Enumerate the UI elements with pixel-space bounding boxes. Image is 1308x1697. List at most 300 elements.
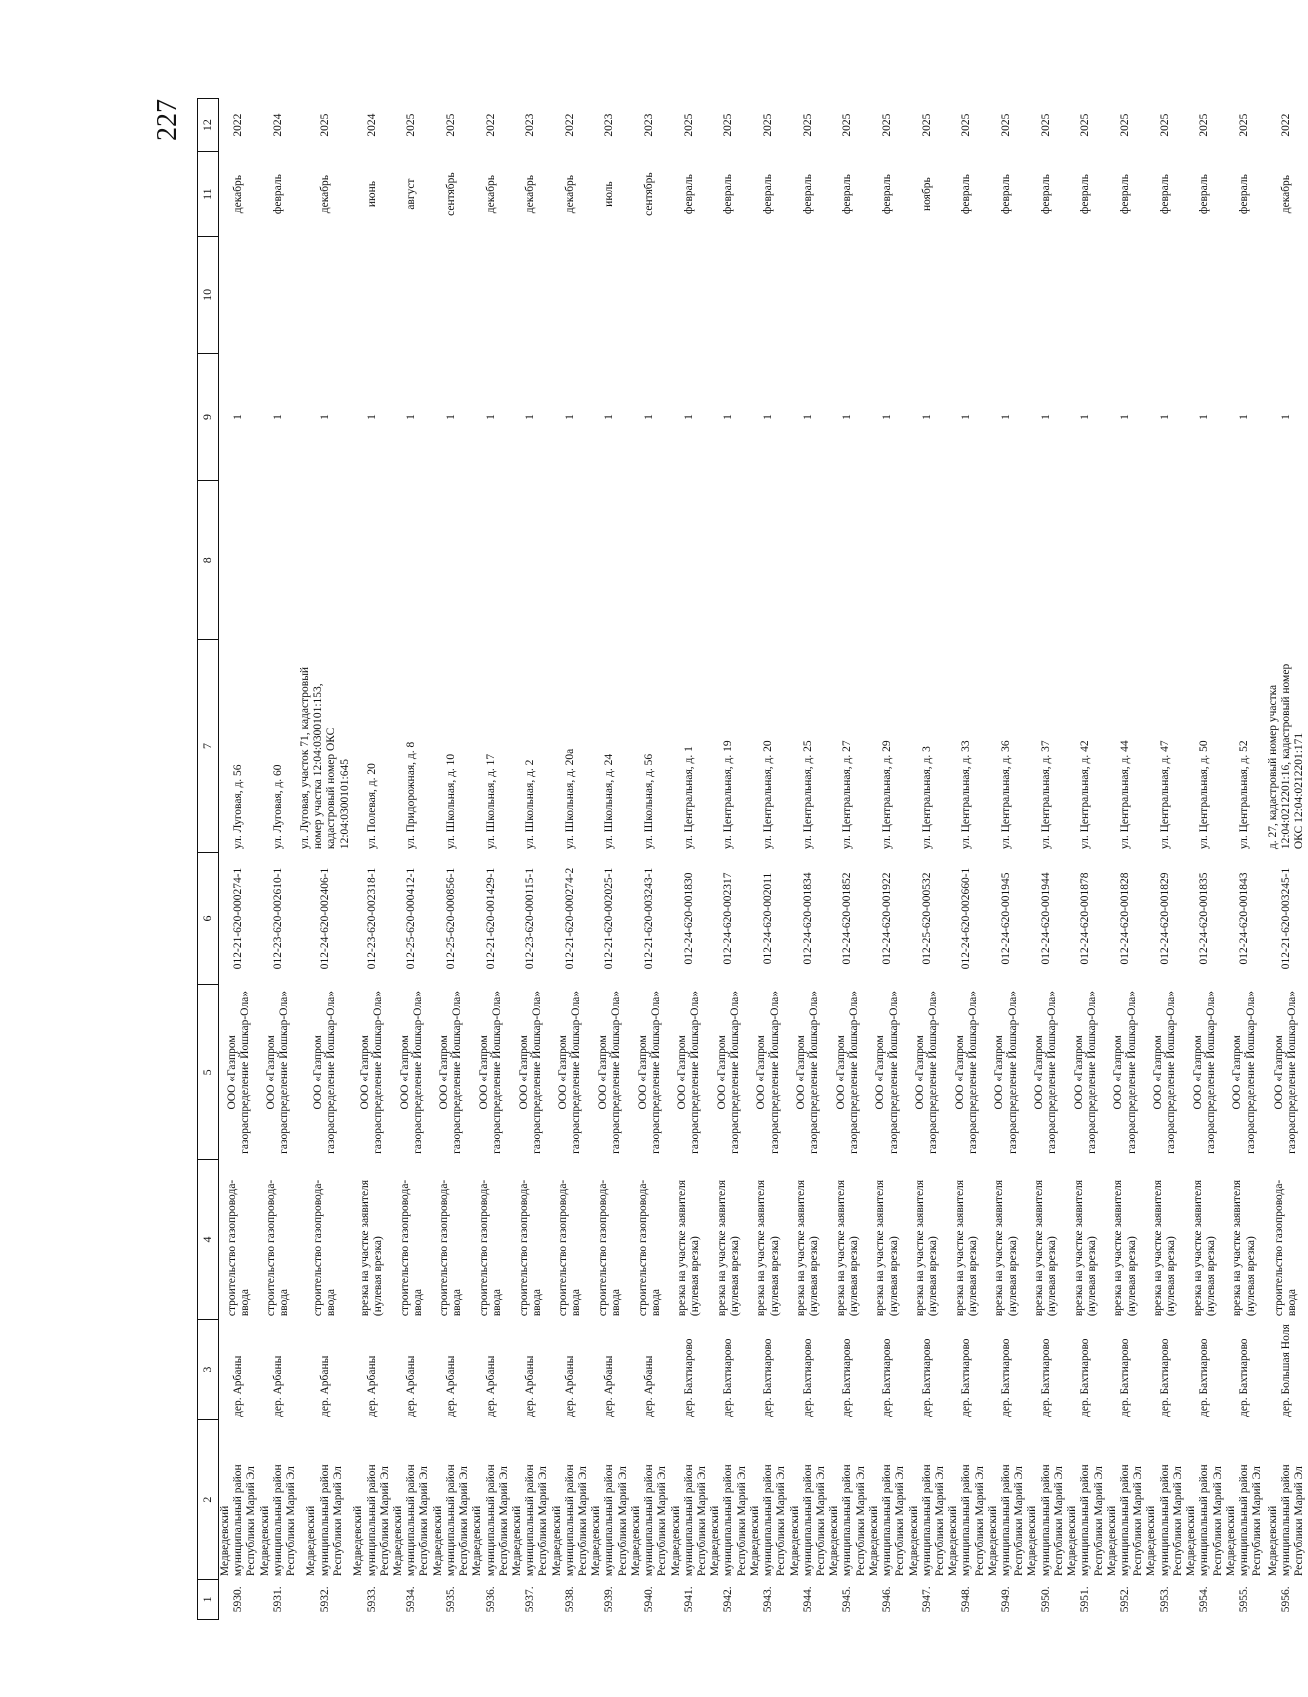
address-cell: ул. Центральная, д. 20 <box>762 740 775 850</box>
district-cell: Медведевский муниципальный район Республики Марий Эл <box>907 1464 946 1577</box>
locality-cell: дер. Бахтиарово <box>1198 1338 1211 1417</box>
address-cell: ул. Центральная, д. 29 <box>881 740 894 850</box>
row-number: 5931. <box>271 1586 284 1613</box>
request-number-cell: 012-23-620-002610-1 <box>271 867 284 970</box>
column-8-cell <box>670 481 710 640</box>
column-10-cell <box>1066 237 1106 354</box>
year-cell: 2025 <box>1039 113 1052 137</box>
column-number: 2 <box>198 1420 219 1579</box>
column-8-cell <box>471 481 511 640</box>
work-type-cell: строительство газопровода-ввода <box>1273 1179 1299 1317</box>
column-number: 7 <box>198 640 219 852</box>
work-type-cell: строительство газопровода-ввода <box>398 1179 424 1317</box>
column-10-cell <box>1264 237 1308 354</box>
quantity-cell: 1 <box>232 414 245 420</box>
organization-cell: ООО «Газпром газораспределение Йошкар-Ола» <box>1033 990 1059 1154</box>
month-cell: август <box>405 178 418 210</box>
organization-cell: ООО «Газпром газораспределение Йошкар-Ола» <box>953 990 979 1154</box>
year-cell: 2024 <box>271 113 284 137</box>
year-cell: 2023 <box>524 113 537 137</box>
month-cell: февраль <box>841 174 854 215</box>
year-cell: 2022 <box>232 113 245 137</box>
year-cell: 2025 <box>1079 113 1092 137</box>
column-8-cell <box>590 481 630 640</box>
work-type-cell: врезка на участке заявителя (нулевая врезка) <box>1072 1179 1098 1317</box>
rotated-register-table <box>197 98 1306 1620</box>
quantity-cell: 1 <box>960 414 973 420</box>
column-8-cell <box>511 481 551 640</box>
address-cell: ул. Придорожная, д. 8 <box>405 741 418 850</box>
column-8-cell <box>352 481 392 640</box>
year-cell: 2025 <box>881 113 894 137</box>
work-type-cell: строительство газопровода-ввода <box>477 1179 504 1317</box>
request-number-cell: 012-25-620-000856-1 <box>444 867 457 970</box>
address-cell: ул. Школьная, д. 10 <box>444 753 457 850</box>
work-type-cell: врезка на участке заявителя (нулевая врезка) <box>358 1179 385 1317</box>
column-number: 1 <box>198 1579 219 1619</box>
column-10-cell <box>259 237 299 354</box>
locality-cell: дер. Бахтиарово <box>920 1338 933 1417</box>
quantity-cell: 1 <box>762 414 775 420</box>
month-cell: февраль <box>1079 174 1092 215</box>
locality-cell: дер. Бахтиарово <box>960 1338 973 1417</box>
row-number: 5939. <box>603 1586 616 1613</box>
district-cell: Медведевский муниципальный район Республики Марий Эл <box>788 1464 827 1577</box>
quantity-cell: 1 <box>524 414 537 420</box>
request-number-cell: 012-24-620-001922 <box>881 872 894 965</box>
locality-cell: дер. Арбаны <box>232 1355 245 1417</box>
request-number-cell: 012-21-620-003243-1 <box>643 867 656 970</box>
table-row <box>432 99 472 1620</box>
table-row <box>352 99 392 1620</box>
column-10-cell <box>709 237 749 354</box>
request-number-cell: 012-21-620-001429-1 <box>484 867 497 970</box>
locality-cell: дер. Бахтиарово <box>1000 1338 1013 1417</box>
district-cell: Медведевский муниципальный район Республики Марий Эл <box>258 1464 298 1577</box>
locality-cell: дер. Арбаны <box>563 1355 576 1417</box>
address-cell: ул. Полевая, д. 20 <box>365 763 378 850</box>
table-row <box>868 99 908 1620</box>
organization-cell: ООО «Газпром газораспределение Йошкар-Ола» <box>438 990 464 1154</box>
organization-cell: ООО «Газпром газораспределение Йошкар-Ола» <box>557 990 583 1154</box>
column-8-cell <box>298 481 352 640</box>
address-cell: ул. Центральная, д. 36 <box>1000 740 1013 850</box>
district-cell: Медведевский муниципальный район Республики Марий Эл <box>867 1464 907 1577</box>
column-8-cell <box>908 481 948 640</box>
column-10-cell <box>1225 237 1265 354</box>
work-type-cell: строительство газопровода-ввода <box>438 1179 464 1317</box>
address-cell: ул. Школьная, д. 56 <box>643 753 656 850</box>
address-cell: ул. Центральная, д. 37 <box>1039 740 1052 850</box>
work-type-cell: строительство газопровода-ввода <box>312 1179 338 1317</box>
column-10-cell <box>1145 237 1185 354</box>
column-number: 10 <box>198 237 219 354</box>
column-number: 3 <box>198 1319 219 1420</box>
address-cell: ул. Луговая, д. 56 <box>232 764 245 850</box>
work-type-cell: врезка на участке заявителя (нулевая врезка) <box>914 1179 940 1317</box>
request-number-cell: 012-23-620-002318-1 <box>365 867 378 970</box>
district-cell: Медведевский муниципальный район Республики Марий Эл <box>828 1464 867 1577</box>
column-10-cell <box>828 237 868 354</box>
column-number: 9 <box>198 353 219 480</box>
table-row <box>709 99 749 1620</box>
row-number: 5943. <box>762 1586 775 1613</box>
work-type-cell: врезка на участке заявителя (нулевая врезка) <box>755 1179 781 1317</box>
month-cell: февраль <box>1198 174 1211 215</box>
organization-cell: ООО «Газпром газораспределение Йошкар-Ола» <box>715 990 742 1154</box>
table-body <box>198 99 1308 1620</box>
address-cell: д. 27, кадастровый номер участка 12:04:0212201:16, кадастровый номер ОКС 12:04:0212201:171 <box>1266 663 1306 850</box>
request-number-cell: 012-24-620-001828 <box>1119 872 1131 965</box>
locality-cell: дер. Арбаны <box>405 1355 418 1417</box>
table-row <box>670 99 710 1620</box>
district-cell: Медведевский муниципальный район Республики Марий Эл <box>1266 1464 1306 1577</box>
organization-cell: ООО «Газпром газораспределение Йошкар-Ола» <box>1273 990 1299 1154</box>
district-cell: Медведевский муниципальный район Республики Марий Эл <box>1224 1464 1264 1577</box>
row-number: 5945. <box>841 1586 854 1613</box>
locality-cell: дер. Бахтиарово <box>841 1338 854 1417</box>
locality-cell: дер. Арбаны <box>271 1355 284 1417</box>
work-type-cell: врезка на участке заявителя (нулевая врезка) <box>676 1179 702 1317</box>
organization-cell: ООО «Газпром газораспределение Йошкар-Ола» <box>517 990 543 1154</box>
locality-cell: дер. Бахтиарово <box>762 1338 775 1417</box>
column-8-cell <box>1026 481 1066 640</box>
column-8-cell <box>947 481 987 640</box>
row-number: 5940. <box>643 1586 656 1613</box>
row-number: 5951. <box>1079 1586 1092 1613</box>
address-cell: ул. Центральная, д. 44 <box>1119 740 1131 850</box>
month-cell: декабрь <box>1279 174 1292 214</box>
work-type-cell: врезка на участке заявителя (нулевая врезка) <box>1152 1179 1178 1317</box>
year-cell: 2023 <box>603 113 616 137</box>
quantity-cell: 1 <box>271 414 284 420</box>
table-row <box>1185 99 1225 1620</box>
work-type-cell: строительство газопровода-ввода <box>557 1179 583 1317</box>
table-row <box>630 99 670 1620</box>
district-cell: Медведевский муниципальный район Республики Марий Эл <box>986 1464 1026 1577</box>
year-cell: 2025 <box>801 113 814 137</box>
year-cell: 2025 <box>1119 113 1131 137</box>
year-cell: 2025 <box>1000 113 1013 137</box>
work-type-cell: врезка на участке заявителя (нулевая врезка) <box>953 1179 979 1317</box>
organization-cell: ООО «Газпром газораспределение Йошкар-Ола» <box>636 990 662 1154</box>
table-row <box>1145 99 1185 1620</box>
work-type-cell: врезка на участке заявителя (нулевая врезка) <box>795 1179 821 1317</box>
quantity-cell: 1 <box>405 414 418 420</box>
month-cell: февраль <box>1237 174 1250 215</box>
request-number-cell: 012-24-620-001843 <box>1237 872 1250 965</box>
column-number: 12 <box>198 99 219 152</box>
organization-cell: ООО «Газпром газораспределение Йошкар-Ола» <box>1152 990 1178 1154</box>
month-cell: декабрь <box>232 174 245 214</box>
month-cell: февраль <box>801 174 814 215</box>
column-8-cell <box>1106 481 1146 640</box>
district-cell: Медведевский муниципальный район Республики Марий Эл <box>471 1464 510 1577</box>
column-10-cell <box>511 237 551 354</box>
row-number: 5955. <box>1237 1586 1250 1613</box>
quantity-cell: 1 <box>643 414 656 420</box>
locality-cell: дер. Арбаны <box>524 1355 537 1417</box>
request-number-cell: 012-21-620-002025-1 <box>603 867 616 970</box>
table-row <box>259 99 299 1620</box>
month-cell: декабрь <box>563 174 576 214</box>
row-number: 5944. <box>801 1586 814 1613</box>
column-10-cell <box>868 237 908 354</box>
address-cell: ул. Луговая, д. 60 <box>271 764 284 850</box>
column-8-cell <box>432 481 472 640</box>
locality-cell: дер. Бахтиарово <box>1119 1338 1131 1417</box>
request-number-cell: 012-25-620-000412-1 <box>405 867 418 970</box>
request-number-cell: 012-24-620-001945 <box>1000 872 1013 965</box>
table-row <box>219 99 259 1620</box>
column-number: 5 <box>198 985 219 1160</box>
organization-cell: ООО «Газпром газораспределение Йошкар-Ола» <box>874 990 900 1154</box>
column-10-cell <box>987 237 1027 354</box>
organization-cell: ООО «Газпром газораспределение Йошкар-Ола» <box>1191 990 1217 1154</box>
month-cell: февраль <box>722 174 735 215</box>
column-8-cell <box>828 481 868 640</box>
year-cell: 2025 <box>444 113 457 137</box>
quantity-cell: 1 <box>682 414 695 420</box>
quantity-cell: 1 <box>841 414 854 420</box>
column-8-cell <box>709 481 749 640</box>
table-row <box>1225 99 1265 1620</box>
year-cell: 2023 <box>643 113 656 137</box>
organization-cell: ООО «Газпром газораспределение Йошкар-Ола» <box>398 990 424 1154</box>
quantity-cell: 1 <box>365 414 378 420</box>
column-10-cell <box>908 237 948 354</box>
month-cell: декабрь <box>484 174 497 214</box>
organization-cell: ООО «Газпром газораспределение Йошкар-Ола» <box>914 990 940 1154</box>
month-cell: июль <box>603 181 616 207</box>
month-cell: февраль <box>1039 174 1052 215</box>
organization-cell: ООО «Газпром газораспределение Йошкар-Ола» <box>1231 990 1257 1154</box>
quantity-cell: 1 <box>1237 414 1250 420</box>
locality-cell: дер. Бахтиарово <box>881 1338 894 1417</box>
quantity-cell: 1 <box>1039 414 1052 420</box>
quantity-cell: 1 <box>1198 414 1211 420</box>
locality-cell: дер. Бахтиарово <box>722 1338 735 1417</box>
organization-cell: ООО «Газпром газораспределение Йошкар-Ола» <box>1072 990 1098 1154</box>
column-10-cell <box>749 237 789 354</box>
organization-cell: ООО «Газпром газораспределение Йошкар-Ола» <box>993 990 1019 1154</box>
quantity-cell: 1 <box>1000 414 1013 420</box>
year-cell: 2025 <box>682 113 695 137</box>
work-type-cell: строительство газопровода-ввода <box>517 1179 543 1317</box>
row-number: 5950. <box>1039 1586 1052 1613</box>
table-row <box>987 99 1027 1620</box>
column-8-cell <box>1066 481 1106 640</box>
address-cell: ул. Центральная, д. 42 <box>1079 740 1092 850</box>
quantity-cell: 1 <box>1158 414 1171 420</box>
year-cell: 2022 <box>1279 113 1292 137</box>
organization-cell: ООО «Газпром газораспределение Йошкар-Ола» <box>755 990 781 1154</box>
request-number-cell: 012-23-620-000115-1 <box>524 867 537 970</box>
quantity-cell: 1 <box>484 414 497 420</box>
year-cell: 2025 <box>841 113 854 137</box>
row-number: 5936. <box>484 1586 497 1613</box>
column-8-cell <box>1264 481 1308 640</box>
row-number: 5954. <box>1198 1586 1211 1613</box>
request-number-cell: 012-24-620-002406-1 <box>318 867 331 970</box>
year-cell: 2025 <box>1158 113 1171 137</box>
column-8-cell <box>749 481 789 640</box>
column-10-cell <box>789 237 829 354</box>
organization-cell: ООО «Газпром газораспределение Йошкар-Ола» <box>676 990 702 1154</box>
row-number: 5942. <box>722 1586 735 1613</box>
table-row <box>1066 99 1106 1620</box>
work-type-cell: строительство газопровода-ввода <box>596 1179 623 1317</box>
locality-cell: дер. Бахтиарово <box>1079 1338 1092 1417</box>
row-number: 5941. <box>682 1586 695 1613</box>
table-row <box>298 99 352 1620</box>
district-cell: Медведевский муниципальный район Республики Марий Эл <box>1105 1464 1145 1577</box>
column-10-cell <box>590 237 630 354</box>
row-number: 5949. <box>1000 1586 1013 1613</box>
column-number: 6 <box>198 852 219 985</box>
month-cell: декабрь <box>524 174 537 214</box>
district-cell: Медведевский муниципальный район Республики Марий Эл <box>550 1464 590 1577</box>
work-type-cell: врезка на участке заявителя (нулевая врезка) <box>1231 1179 1257 1317</box>
year-cell: 2022 <box>563 113 576 137</box>
request-number-cell: 012-21-620-000274-1 <box>232 867 245 970</box>
address-cell: ул. Центральная, д. 25 <box>801 740 814 850</box>
locality-cell: дер. Арбаны <box>318 1355 331 1417</box>
organization-cell: ООО «Газпром газораспределение Йошкар-Ола» <box>795 990 821 1154</box>
address-cell: ул. Центральная, д. 52 <box>1237 740 1250 850</box>
request-number-cell: 012-24-620-001944 <box>1039 872 1052 965</box>
locality-cell: дер. Бахтиарово <box>1158 1338 1171 1417</box>
row-number: 5938. <box>563 1586 576 1613</box>
address-cell: ул. Школьная, д. 20а <box>563 748 576 850</box>
table-row <box>471 99 511 1620</box>
district-cell: Медведевский муниципальный район Республики Марий Эл <box>431 1464 471 1577</box>
table-row <box>1264 99 1308 1620</box>
locality-cell: дер. Бахтиарово <box>682 1338 695 1417</box>
work-type-cell: врезка на участке заявителя (нулевая врезка) <box>1191 1179 1217 1317</box>
column-number-row <box>198 99 219 1620</box>
column-8-cell <box>392 481 432 640</box>
column-10-cell <box>1106 237 1146 354</box>
month-cell: февраль <box>762 174 775 215</box>
table-row <box>590 99 630 1620</box>
year-cell: 2025 <box>318 113 331 137</box>
month-cell: февраль <box>960 174 973 215</box>
address-cell: ул. Центральная, д. 33 <box>960 740 973 850</box>
column-10-cell <box>298 237 352 354</box>
table-row <box>551 99 591 1620</box>
organization-cell: ООО «Газпром газораспределение Йошкар-Ола» <box>477 990 504 1154</box>
row-number: 5947. <box>920 1586 933 1613</box>
table-row <box>947 99 987 1620</box>
district-cell: Медведевский муниципальный район Республики Марий Эл <box>669 1464 708 1577</box>
column-10-cell <box>392 237 432 354</box>
month-cell: сентябрь <box>643 172 656 216</box>
year-cell: 2025 <box>1237 113 1250 137</box>
district-cell: Медведевский муниципальный район Республики Марий Эл <box>947 1464 986 1577</box>
quantity-cell: 1 <box>1079 414 1092 420</box>
locality-cell: дер. Арбаны <box>603 1355 616 1417</box>
row-number: 5946. <box>881 1586 894 1613</box>
quantity-cell: 1 <box>1119 414 1131 420</box>
row-number: 5948. <box>960 1586 973 1613</box>
address-cell: ул. Школьная, д. 17 <box>484 753 497 850</box>
locality-cell: дер. Бахтиарово <box>801 1338 814 1417</box>
column-8-cell <box>219 481 259 640</box>
work-type-cell: строительство газопровода-ввода <box>225 1179 251 1317</box>
column-10-cell <box>1185 237 1225 354</box>
row-number: 5953. <box>1158 1586 1171 1613</box>
address-cell: ул. Центральная, д. 50 <box>1198 740 1211 850</box>
address-cell: ул. Центральная, д. 3 <box>920 746 933 850</box>
request-number-cell: 012-24-620-002317 <box>722 872 735 965</box>
column-number: 4 <box>198 1160 219 1319</box>
year-cell: 2022 <box>484 113 497 137</box>
year-cell: 2025 <box>1198 113 1211 137</box>
table-row <box>749 99 789 1620</box>
column-8-cell <box>1145 481 1185 640</box>
request-number-cell: 012-24-620-001852 <box>841 872 854 965</box>
address-cell: ул. Школьная, д. 2 <box>524 759 537 850</box>
column-10-cell <box>947 237 987 354</box>
month-cell: февраль <box>1000 174 1013 215</box>
locality-cell: дер. Арбаны <box>365 1355 378 1417</box>
month-cell: февраль <box>881 174 894 215</box>
district-cell: Медведевский муниципальный район Республики Марий Эл <box>1145 1464 1184 1577</box>
column-8-cell <box>259 481 299 640</box>
organization-cell: ООО «Газпром газораспределение Йошкар-Ола» <box>225 990 251 1154</box>
address-cell: ул. Центральная, д. 1 <box>682 746 695 850</box>
year-cell: 2025 <box>960 113 973 137</box>
request-number-cell: 012-24-620-001829 <box>1158 872 1171 965</box>
column-8-cell <box>789 481 829 640</box>
table-row <box>789 99 829 1620</box>
work-type-cell: строительство газопровода-ввода <box>265 1179 291 1317</box>
quantity-cell: 1 <box>881 414 894 420</box>
column-8-cell <box>1225 481 1265 640</box>
row-number: 5935. <box>444 1586 457 1613</box>
table-row <box>1106 99 1146 1620</box>
column-10-cell <box>551 237 591 354</box>
month-cell: февраль <box>682 174 695 215</box>
request-number-cell: 012-24-620-001835 <box>1198 872 1211 965</box>
table-row <box>511 99 551 1620</box>
row-number: 5952. <box>1119 1586 1131 1613</box>
column-10-cell <box>670 237 710 354</box>
month-cell: сентябрь <box>444 172 457 216</box>
column-10-cell <box>219 237 259 354</box>
work-type-cell: врезка на участке заявителя (нулевая врезка) <box>715 1179 742 1317</box>
column-10-cell <box>471 237 511 354</box>
column-8-cell <box>868 481 908 640</box>
request-number-cell: 012-24-620-002011 <box>762 872 775 965</box>
column-8-cell <box>1185 481 1225 640</box>
request-number-cell: 012-24-620-001878 <box>1079 872 1092 965</box>
organization-cell: ООО «Газпром газораспределение Йошкар-Ола» <box>312 990 338 1154</box>
locality-cell: дер. Бахтиарово <box>1039 1338 1052 1417</box>
column-10-cell <box>630 237 670 354</box>
address-cell: ул. Луговая, участок 71, кадастровый номер участка 12:04:0300101:153, кадастровый номер ОКС 12:04:0300101:645 <box>298 666 351 850</box>
column-8-cell <box>987 481 1027 640</box>
quantity-cell: 1 <box>920 414 933 420</box>
request-number-cell: 012-24-620-001830 <box>682 872 695 965</box>
locality-cell: дер. Арбаны <box>444 1355 457 1417</box>
work-type-cell: врезка на участке заявителя (нулевая врезка) <box>993 1179 1019 1317</box>
address-cell: ул. Центральная, д. 19 <box>722 740 735 850</box>
work-type-cell: врезка на участке заявителя (нулевая врезка) <box>874 1179 900 1317</box>
year-cell: 2025 <box>920 113 933 137</box>
quantity-cell: 1 <box>1279 414 1292 420</box>
